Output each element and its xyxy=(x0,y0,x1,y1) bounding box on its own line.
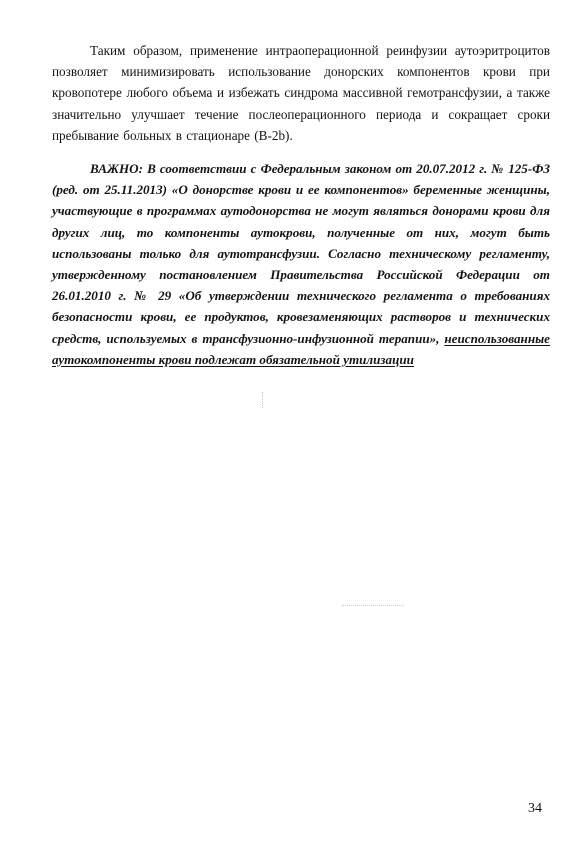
scan-artifact xyxy=(342,605,404,607)
scan-artifact xyxy=(262,392,263,408)
important-notice-text: ВАЖНО: В соответствии с Федеральным законом от 20.07.2012 г. № 125-ФЗ (ред. от 25.11.2013) «О донорстве крови и ее компонентов» беременные женщины, участвующие в программах аутодонорства не могут являться донорами крови для других лиц, то компоненты аутокрови, полученные от них, могут быть использованы только для аутотрансфузии. Согласно техническому регламенту, утвержденному постановлением Правительства Российской Федерации от 26.01.2010 г. № 29 «Об утверждении технического регламента о требованиях безопасности крови, ее продуктов, кровезаменяющих растворов и технических средств, используемых в трансфузионно-инфузионной терапии», xyxy=(52,161,550,346)
paragraph-reinfusion-conclusion: Таким образом, применение интраоперационной реинфузии аутоэритроцитов позволяет минимизировать использование донорских компонентов крови при кровопотере любого объема и избежать синдрома массивной гемотрансфузии, а также значительно улучшает течение послеоперационного периода и сокращает сроки пребывание больных в стационаре (В-2b). xyxy=(52,43,550,143)
page-number: 34 xyxy=(528,801,542,816)
important-notice-underlined-text: неиспользованные аутокомпоненты крови подлежат обязательной утилизации xyxy=(52,330,550,367)
paragraph-important-notice xyxy=(52,158,550,370)
